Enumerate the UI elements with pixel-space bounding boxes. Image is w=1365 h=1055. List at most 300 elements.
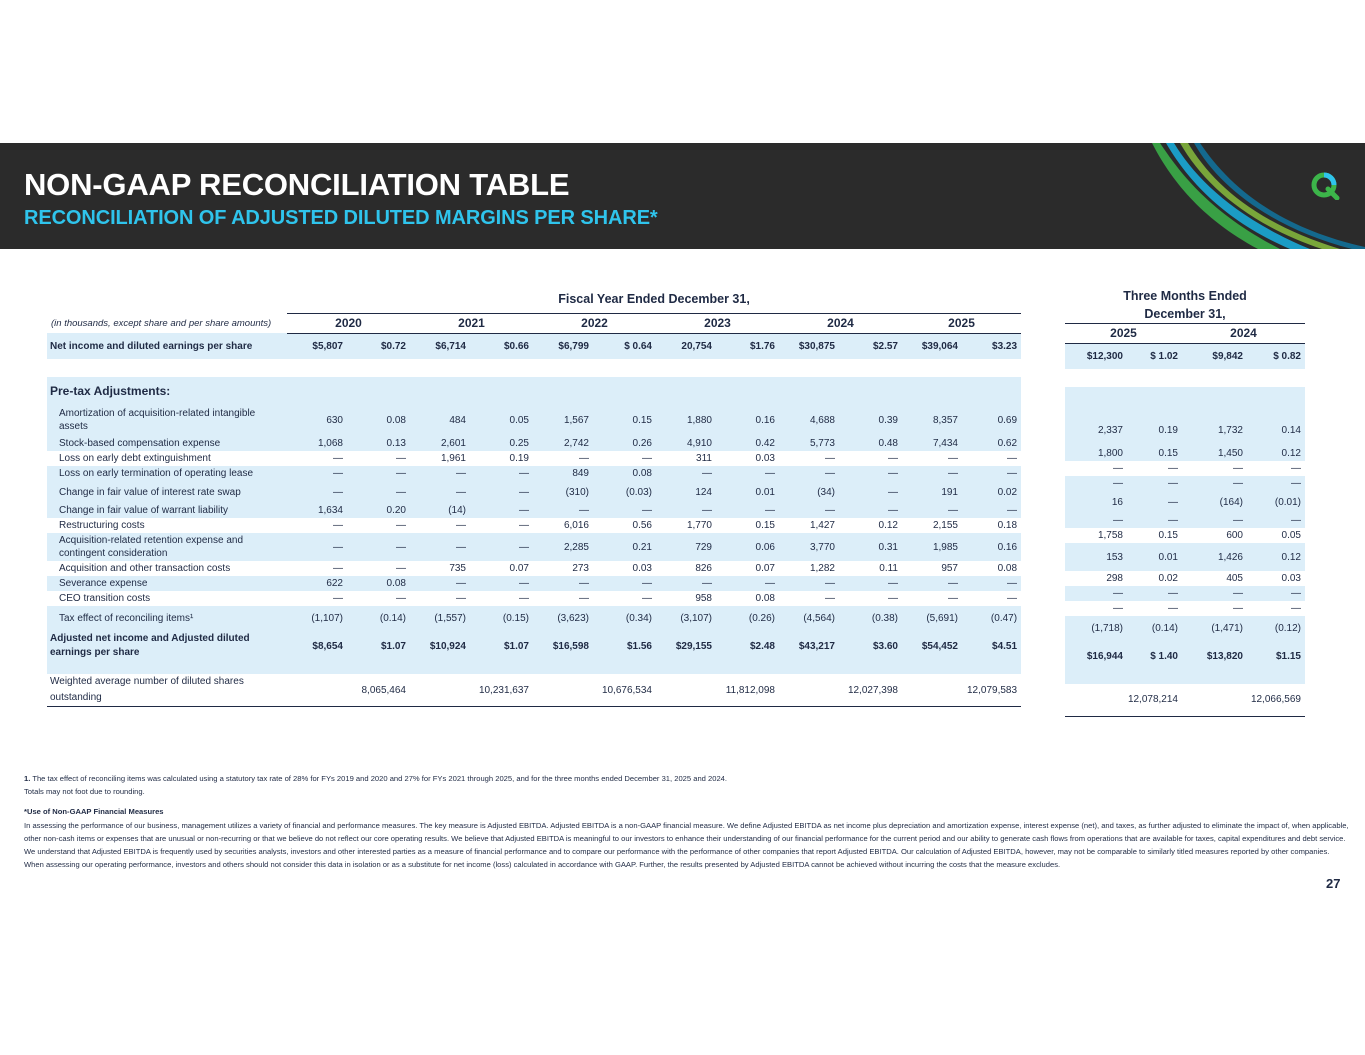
year-header: 2024: [1182, 323, 1305, 343]
table-cell: (3,623): [533, 606, 593, 630]
table-cell: $6,714: [410, 333, 470, 359]
table-cell: —: [825, 453, 835, 464]
table-cell: 0.21: [593, 533, 656, 561]
adjustment-row: [1065, 571, 1305, 586]
table-cell: 0.15: [593, 405, 656, 435]
table-cell: 1,282: [809, 563, 835, 574]
table-cell: 0.16: [716, 405, 779, 435]
row-label: Loss on early termination of operating lease: [47, 466, 287, 481]
table-header-row: [47, 287, 1021, 310]
units-note: (in thousands, except share and per share amounts): [51, 317, 272, 329]
table-cell: (0.47): [962, 606, 1021, 630]
table-cell: (310): [533, 481, 593, 503]
row-label: Weighted average number of diluted shares outstanding: [47, 674, 287, 707]
adjustment-row: [47, 591, 1021, 606]
table-cell: (1,557): [410, 606, 470, 630]
fiscal-year-table: [47, 287, 1021, 707]
adjustment-row: [1065, 601, 1305, 616]
adjustment-row: [1065, 586, 1305, 601]
table-cell: 1,450: [1182, 445, 1247, 461]
table-cell: (1,718): [1065, 616, 1127, 640]
table-cell: 10,676,534: [533, 674, 656, 707]
table-cell: 0.07: [755, 563, 775, 574]
table-cell: $29,155: [656, 630, 716, 662]
row-label: Net income and diluted earnings per share: [47, 333, 287, 359]
adjusted-row: [1065, 640, 1305, 672]
period-header: December 31,: [1065, 305, 1305, 323]
table-cell: $54,452: [902, 630, 962, 662]
table-cell: (0.38): [839, 606, 902, 630]
table-cell: $ 1.02: [1127, 343, 1182, 369]
table-cell: 5,773: [779, 435, 839, 451]
table-cell: $2.48: [716, 630, 779, 662]
table-cell: —: [456, 593, 466, 604]
table-cell: 1,634: [287, 503, 347, 518]
row-label: Acquisition-related retention expense and contingent consideration: [47, 533, 287, 561]
table-cell: —: [902, 576, 962, 591]
table-cell: 2,601: [410, 435, 470, 451]
table-cell: $16,944: [1065, 640, 1127, 672]
table-cell: 0.06: [716, 533, 779, 561]
year-header: 2022: [533, 313, 656, 333]
table-cell: —: [1233, 463, 1243, 474]
adjustment-row: [47, 561, 1021, 576]
adjustment-row: [47, 451, 1021, 466]
table-cell: 1,880: [656, 405, 716, 435]
table-cell: 0.12: [878, 520, 898, 531]
table-cell: —: [396, 453, 406, 464]
table-cell: (0.14): [347, 606, 410, 630]
table-cell: 0.62: [962, 435, 1021, 451]
table-cell: —: [779, 503, 839, 518]
adjusted-row: [47, 630, 1021, 662]
table-cell: 0.03: [755, 453, 775, 464]
page-subtitle: RECONCILIATION OF ADJUSTED DILUTED MARGINS PER SHARE*: [24, 207, 658, 229]
table-cell: —: [1113, 463, 1123, 474]
row-label: Stock-based compensation expense: [47, 435, 287, 451]
table-cell: $0.66: [470, 333, 533, 359]
table-cell: 0.01: [1127, 543, 1182, 571]
table-cell: —: [579, 453, 589, 464]
table-cell: $3.23: [962, 333, 1021, 359]
row-label: Acquisition and other transaction costs: [59, 563, 231, 574]
year-header: 2025: [902, 313, 1021, 333]
table-cell: 2,155: [932, 520, 958, 531]
table-cell: —: [287, 533, 347, 561]
table-cell: (5,691): [902, 606, 962, 630]
table-cell: 12,066,569: [1182, 684, 1305, 716]
table-cell: —: [1113, 603, 1123, 614]
table-cell: 0.42: [716, 435, 779, 451]
table-cell: 4,688: [779, 405, 839, 435]
table-cell: 405: [1226, 573, 1243, 584]
table-cell: $4.51: [962, 630, 1021, 662]
table-cell: —: [347, 466, 410, 481]
adjustment-row: [47, 533, 1021, 561]
quarter-header-row: [1065, 287, 1305, 305]
table-cell: —: [948, 593, 958, 604]
table-cell: —: [410, 481, 470, 503]
table-cell: —: [579, 593, 589, 604]
table-cell: 630: [287, 405, 347, 435]
table-cell: —: [470, 576, 533, 591]
table-cell: —: [1065, 586, 1127, 601]
table-cell: —: [1182, 476, 1247, 491]
table-cell: 0.01: [716, 481, 779, 503]
table-cell: —: [470, 481, 533, 503]
table-cell: —: [902, 466, 962, 481]
table-cell: 6,016: [563, 520, 589, 531]
table-cell: 7,434: [902, 435, 962, 451]
table-cell: —: [962, 466, 1021, 481]
table-cell: 484: [410, 405, 470, 435]
table-cell: 0.02: [962, 481, 1021, 503]
adjustment-row: [47, 405, 1021, 435]
table-cell: —: [962, 576, 1021, 591]
table-cell: —: [642, 453, 652, 464]
table-cell: 4,910: [656, 435, 716, 451]
table-cell: —: [347, 533, 410, 561]
table-cell: $1.15: [1247, 640, 1305, 672]
table-cell: —: [656, 576, 716, 591]
table-cell: $39,064: [902, 333, 962, 359]
table-cell: —: [656, 503, 716, 518]
table-cell: 11,812,098: [656, 674, 779, 707]
table-cell: —: [825, 593, 835, 604]
adjustment-row: [1065, 445, 1305, 461]
table-cell: (1,107): [287, 606, 347, 630]
table-cell: (0.15): [470, 606, 533, 630]
section-heading: Pre-tax Adjustments:: [47, 377, 287, 405]
table-cell: —: [333, 563, 343, 574]
table-cell: $30,875: [779, 333, 839, 359]
table-cell: —: [396, 520, 406, 531]
table-cell: 1,961: [440, 453, 466, 464]
table-cell: 2,337: [1065, 415, 1127, 445]
table-cell: 298: [1106, 573, 1123, 584]
table-cell: 10,231,637: [410, 674, 533, 707]
adjustment-row: [47, 435, 1021, 451]
table-cell: —: [1127, 476, 1182, 491]
adjustment-row: [1065, 461, 1305, 476]
table-cell: 16: [1065, 491, 1127, 513]
row-label: Restructuring costs: [59, 520, 145, 531]
table-cell: 12,078,214: [1065, 684, 1182, 716]
table-cell: —: [470, 503, 533, 518]
table-cell: 0.20: [347, 503, 410, 518]
adjustment-row: [47, 503, 1021, 518]
table-cell: $5,807: [287, 333, 347, 359]
table-cell: 1,758: [1097, 530, 1123, 541]
table-cell: 3,770: [779, 533, 839, 561]
row-label: Amortization of acquisition-related intangible assets: [47, 405, 287, 435]
footnote-1: [24, 772, 1349, 785]
row-label: Loss on early debt extinguishment: [59, 453, 211, 464]
table-cell: 0.12: [1247, 543, 1305, 571]
table-cell: —: [1247, 586, 1305, 601]
table-cell: —: [1127, 586, 1182, 601]
table-cell: 0.19: [1127, 415, 1182, 445]
table-cell: (0.12): [1247, 616, 1305, 640]
table-cell: 0.15: [1158, 530, 1178, 541]
table-cell: 622: [287, 576, 347, 591]
adjustment-row: [47, 576, 1021, 591]
table-cell: 0.14: [1247, 415, 1305, 445]
table-cell: 0.15: [755, 520, 775, 531]
table-cell: $1.76: [716, 333, 779, 359]
year-header: 2025: [1065, 323, 1182, 343]
table-cell: —: [456, 520, 466, 531]
table-cell: 958: [695, 593, 712, 604]
table-cell: —: [410, 466, 470, 481]
three-months-header: Three Months Ended: [1123, 289, 1247, 303]
table-cell: $12,300: [1065, 343, 1127, 369]
quarter-year-row: [1065, 323, 1305, 343]
table-cell: $13,820: [1182, 640, 1247, 672]
table-cell: $1.56: [593, 630, 656, 662]
table-cell: $0.72: [347, 333, 410, 359]
non-gaap-body: In assessing the performance of our business, management utilizes a variety of financial and performance measures. The key measure is Adjusted EBITDA. Adjusted EBITDA is a non-GAAP financial measure. We define Adjusted EBITDA as net income plus depreciation and amortization expense, interest expense (net), and taxes, as further adjusted to eliminate the impact of, when applicable, other non-cash items or expenses that are unusual or non-recurring or that we believe do not reflect our core operating results. We believe that Adjusted EBITDA is meaningful to our investors to enhance their understanding of our financial performance for the current period and our ability to generate cash flows from operations that are available for taxes, capital expenditures and debt service. We understand that Adjusted EBITDA is frequently used by securities analysts, investors and other interested parties as a measure of financial performance and to compare our performance with the performance of other companies that report Adjusted EBITDA. Our calculation of Adjusted EBITDA, however, may not be comparable to similarly titled measures reported by other companies. When assessing our operating performance, investors and others should not consider this data in isolation or as a substitute for net income (loss) calculated in accordance with GAAP. Further, the results presented by Adjusted EBITDA cannot be achieved without incurring the costs that the measure excludes.: [24, 820, 1349, 870]
year-header-row: [47, 313, 1021, 333]
table-cell: —: [1127, 513, 1182, 528]
table-cell: —: [1127, 491, 1182, 513]
table-cell: $16,598: [533, 630, 593, 662]
table-cell: 0.19: [509, 453, 529, 464]
spacer-row: [47, 359, 1021, 377]
table-cell: $1.07: [347, 630, 410, 662]
table-cell: —: [716, 503, 779, 518]
table-cell: $3.60: [839, 630, 902, 662]
adjustment-row: [1065, 543, 1305, 571]
table-cell: 0.39: [839, 405, 902, 435]
net-income-row: [1065, 343, 1305, 369]
adjustment-row: [1065, 415, 1305, 445]
table-cell: 0.31: [839, 533, 902, 561]
table-cell: 0.08: [755, 593, 775, 604]
table-cell: 729: [656, 533, 716, 561]
table-cell: —: [333, 593, 343, 604]
year-header: 2020: [287, 313, 410, 333]
table-cell: —: [1065, 476, 1127, 491]
table-cell: 0.08: [997, 563, 1018, 574]
table-cell: (0.03): [593, 481, 656, 503]
table-cell: $1.07: [470, 630, 533, 662]
table-cell: —: [396, 563, 406, 574]
table-cell: —: [888, 453, 898, 464]
table-cell: 311: [696, 453, 712, 464]
table-cell: —: [656, 466, 716, 481]
table-cell: 12,027,398: [779, 674, 902, 707]
adjustment-row: [47, 606, 1021, 630]
table-cell: 0.12: [1247, 445, 1305, 461]
row-label: CEO transition costs: [59, 593, 151, 604]
table-cell: —: [1291, 603, 1301, 614]
row-label: Change in fair value of interest rate swap: [47, 481, 287, 503]
table-cell: 0.13: [347, 435, 410, 451]
table-cell: 0.05: [470, 405, 533, 435]
table-cell: 0.56: [632, 520, 652, 531]
table-cell: —: [888, 593, 898, 604]
table-cell: —: [1168, 463, 1178, 474]
table-cell: 1,985: [902, 533, 962, 561]
adjustment-row: [47, 518, 1021, 533]
table-cell: 153: [1065, 543, 1127, 571]
table-cell: —: [470, 533, 533, 561]
footnote-text: The tax effect of reconciling items was calculated using a statutory tax rate of 28% for FYs 2019 and 2020 and 27% for FYs 2021 through 2025, and for the three months ended December 31, 2025 and 2024.: [30, 774, 728, 783]
table-cell: 0.16: [962, 533, 1021, 561]
adjustment-row: [47, 466, 1021, 481]
fiscal-year-header: Fiscal Year Ended December 31,: [558, 291, 750, 306]
title-banner: [0, 143, 1365, 249]
table-cell: 0.03: [632, 563, 652, 574]
table-cell: —: [1182, 586, 1247, 601]
table-cell: —: [779, 466, 839, 481]
table-cell: (4,564): [779, 606, 839, 630]
table-cell: 0.07: [509, 563, 529, 574]
table-cell: —: [410, 533, 470, 561]
table-cell: —: [948, 453, 958, 464]
table-cell: 1,426: [1182, 543, 1247, 571]
table-cell: $2.57: [839, 333, 902, 359]
table-cell: 1,427: [809, 520, 835, 531]
adjustment-row: [47, 481, 1021, 503]
table-cell: —: [1247, 513, 1305, 528]
table-cell: $10,924: [410, 630, 470, 662]
table-cell: 191: [902, 481, 962, 503]
table-cell: —: [839, 576, 902, 591]
table-cell: 0.08: [593, 466, 656, 481]
table-cell: —: [533, 576, 593, 591]
table-cell: 0.48: [839, 435, 902, 451]
table-cell: —: [839, 481, 902, 503]
table-cell: (14): [410, 503, 470, 518]
table-cell: 1,770: [686, 520, 712, 531]
table-cell: 20,754: [656, 333, 716, 359]
table-cell: 0.25: [470, 435, 533, 451]
adjustment-row: [1065, 528, 1305, 543]
table-cell: —: [347, 481, 410, 503]
table-cell: 826: [695, 563, 712, 574]
row-label: Severance expense: [47, 576, 287, 591]
table-cell: (34): [779, 481, 839, 503]
non-gaap-heading: *Use of Non-GAAP Financial Measures: [24, 807, 164, 817]
table-cell: —: [1007, 593, 1018, 604]
table-cell: 1,068: [287, 435, 347, 451]
table-cell: 849: [533, 466, 593, 481]
table-cell: —: [533, 503, 593, 518]
table-cell: 0.02: [1158, 573, 1178, 584]
table-cell: 1,567: [533, 405, 593, 435]
table-cell: 735: [449, 563, 466, 574]
table-cell: 8,357: [902, 405, 962, 435]
table-cell: 957: [941, 563, 958, 574]
year-header: 2021: [410, 313, 533, 333]
table-cell: 0.15: [1127, 445, 1182, 461]
row-label: Adjusted net income and Adjusted diluted earnings per share: [47, 630, 287, 662]
table-cell: $ 1.40: [1127, 640, 1182, 672]
table-cell: —: [962, 503, 1021, 518]
pretax-heading-row: [47, 377, 1021, 405]
table-cell: 2,742: [533, 435, 593, 451]
weighted-shares-row: [47, 674, 1021, 707]
table-cell: —: [902, 503, 962, 518]
table-cell: (0.26): [716, 606, 779, 630]
row-label: Change in fair value of warrant liability: [47, 503, 287, 518]
table-cell: (0.14): [1127, 616, 1182, 640]
table-cell: —: [333, 520, 343, 531]
table-cell: —: [839, 466, 902, 481]
table-cell: 273: [572, 563, 589, 574]
table-cell: 1,800: [1065, 445, 1127, 461]
page-number: 27: [1326, 876, 1341, 891]
table-cell: 0.08: [347, 576, 410, 591]
table-cell: 0.11: [879, 563, 898, 574]
table-cell: (3,107): [656, 606, 716, 630]
table-cell: $8,654: [287, 630, 347, 662]
table-cell: $ 0.64: [593, 333, 656, 359]
table-cell: —: [396, 593, 406, 604]
footnote-marker: 1.: [24, 774, 31, 783]
table-cell: 0.03: [1281, 573, 1301, 584]
table-cell: $9,842: [1182, 343, 1247, 369]
footnotes: [24, 772, 1349, 871]
adjustment-row: [1065, 491, 1305, 513]
table-cell: $6,799: [533, 333, 593, 359]
table-cell: —: [839, 503, 902, 518]
year-header: 2023: [656, 313, 779, 333]
year-header: 2024: [779, 313, 902, 333]
table-cell: —: [287, 466, 347, 481]
table-cell: —: [593, 503, 656, 518]
table-cell: —: [593, 576, 656, 591]
table-cell: (0.01): [1247, 491, 1305, 513]
table-cell: 1,732: [1182, 415, 1247, 445]
table-cell: —: [1247, 476, 1305, 491]
page-title: NON-GAAP RECONCILIATION TABLE: [24, 167, 570, 202]
table-cell: $43,217: [779, 630, 839, 662]
company-logo-icon: [1310, 170, 1340, 200]
table-cell: 124: [656, 481, 716, 503]
table-cell: (164): [1182, 491, 1247, 513]
table-cell: 2,285: [533, 533, 593, 561]
net-income-row: [47, 333, 1021, 359]
table-cell: —: [716, 466, 779, 481]
adjustment-row: [1065, 616, 1305, 640]
table-cell: 8,065,464: [287, 674, 410, 707]
table-cell: 0.26: [593, 435, 656, 451]
table-cell: —: [410, 576, 470, 591]
table-cell: —: [1065, 513, 1127, 528]
table-cell: 0.69: [962, 405, 1021, 435]
rounding-note: Totals may not foot due to rounding.: [24, 787, 145, 797]
table-cell: —: [470, 466, 533, 481]
table-cell: —: [1168, 603, 1178, 614]
table-cell: 0.18: [997, 520, 1018, 531]
table-cell: —: [1291, 463, 1301, 474]
three-months-table: [1065, 287, 1305, 717]
table-cell: 600: [1226, 530, 1243, 541]
adjustment-row: [1065, 513, 1305, 528]
table-cell: —: [519, 520, 529, 531]
table-cell: —: [287, 481, 347, 503]
table-cell: —: [333, 453, 343, 464]
table-cell: 0.08: [347, 405, 410, 435]
adjustment-row: [1065, 476, 1305, 491]
table-cell: —: [1182, 513, 1247, 528]
row-label: Tax effect of reconciling items¹: [47, 606, 287, 630]
table-cell: —: [1233, 603, 1243, 614]
table-cell: (1,471): [1182, 616, 1247, 640]
